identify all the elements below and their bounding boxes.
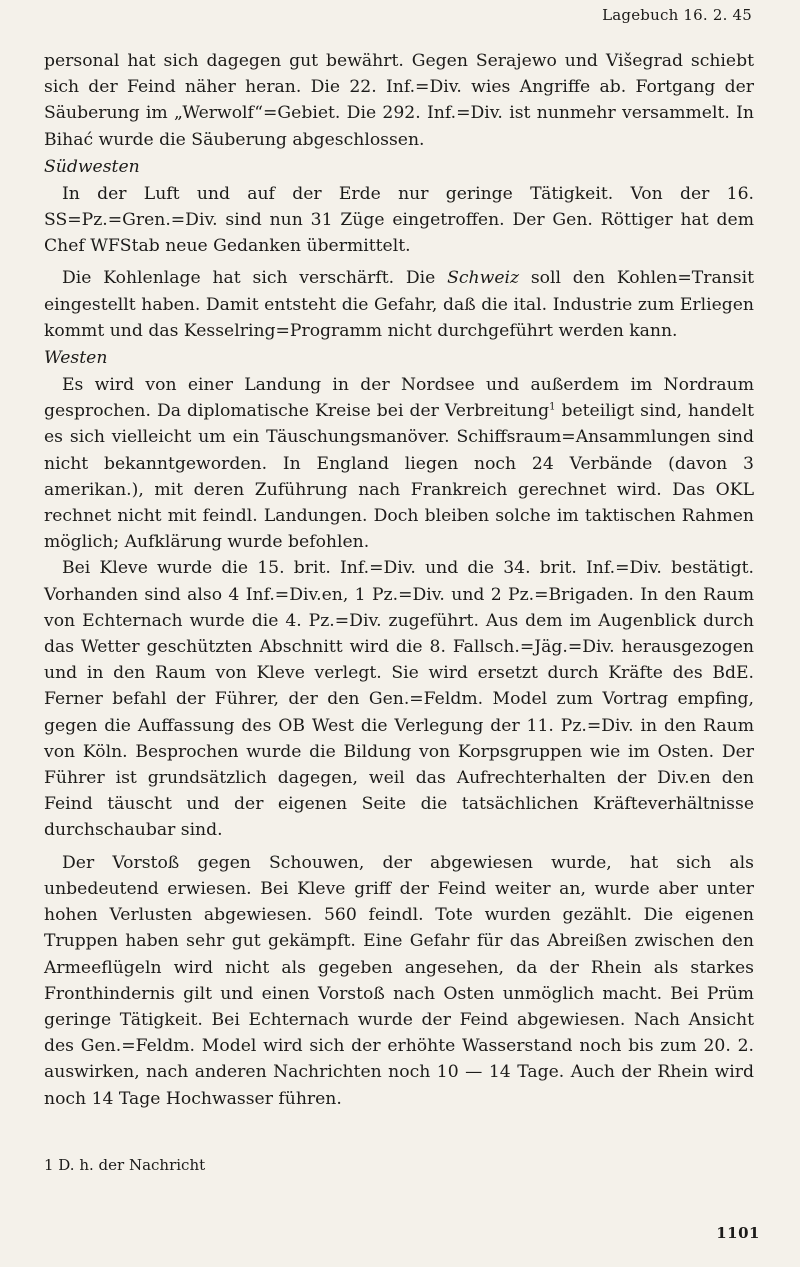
section-heading-westen: Westen	[44, 348, 108, 369]
paragraph-westen-3: Der Vorstoß gegen Schouwen, der abgewiesen wurde, hat sich als unbedeutend erwiesen. Bei Kleve griff der Feind weiter an, wurde aber unter hohen Verlusten abgewiesen. 560 feindl. Tote wurden gezählt. Die eigenen Truppen haben sehr gut gekämpft. Eine Gefahr für das Abreißen zwischen den Armeeflügeln wird nicht als gegeben angesehen, da der Rhein als starkes Fronthindernis gilt und einen Vorstoß nach Osten unmöglich macht. Bei Prüm geringe Tätigkeit. Bei Echternach wurde der Feind abgewiesen. Nach Ansicht des Gen.=Feldm. Model wird sich der erhöhte Wasserstand noch bis zum 20. 2. auswirken, nach anderen Nachrichten noch 10 — 14 Tage. Auch der Rhein wird noch 14 Tage Hochwasser führen.	[44, 852, 754, 1109]
text-run: beteiligt sind, handelt es sich vielleicht um ein Täuschungsmanöver. Schiffsraum=Ansammlungen sind nicht bekanntgeworden. In England liegen noch 24 Verbände (davon 3 amerikan.), mit deren Zuführung nach Frankreich gerechnet wird. Das OKL rechnet nicht mit feindl. Landungen. Doch bleiben solche im taktischen Rahmen möglich; Aufklärung wurde befohlen.	[44, 401, 755, 553]
section-heading-suedwesten: Südwesten	[44, 156, 140, 177]
paragraph-westen-1	[44, 372, 754, 555]
text-run: soll den Kohlen=Transit eingestellt haben. Damit entsteht die Gefahr, daß die ital. Industrie zum Erliegen kommt und das Kesselring=Programm nicht durchgeführt werden kann.	[44, 268, 754, 341]
paragraph-suedwesten-2	[44, 265, 754, 344]
page-number: 1101	[716, 1224, 760, 1242]
text-run: Es wird von einer Landung in der Nordsee und außerdem im Nordraum gesprochen. Da diplomatische Kreise bei der Verbreitung	[44, 375, 754, 422]
body-text	[44, 48, 754, 1112]
running-head: Lagebuch 16. 2. 45	[602, 6, 752, 24]
italic-word: Schweiz	[447, 268, 520, 289]
footnote-marker: 1	[549, 401, 556, 413]
paragraph-intro: personal hat sich dagegen gut bewährt. Gegen Serajewo und Višegrad schiebt sich der Feind näher heran. Die 22. Inf.=Div. wies Angriffe ab. Fortgang der Säuberung im „Werwolf“=Gebiet. Die 292. Inf.=Div. ist nunmehr versammelt. In Bihać wurde die Säuberung abgeschlossen.	[44, 51, 754, 150]
paragraph-suedwesten-1: In der Luft und auf der Erde nur geringe Tätigkeit. Von der 16. SS=Pz.=Gren.=Div. sind nun 31 Züge eingetroffen. Der Gen. Röttiger hat dem Chef WFStab neue Gedanken übermittelt.	[44, 183, 754, 257]
footnote: 1 D. h. der Nachricht	[44, 1156, 206, 1174]
paragraph-westen-2: Bei Kleve wurde die 15. brit. Inf.=Div. und die 34. brit. Inf.=Div. bestätigt. Vorhanden sind also 4 Inf.=Div.en, 1 Pz.=Div. und 2 Pz.=Brigaden. In den Raum von Echternach wurde die 4. Pz.=Div. zugeführt. Aus dem im Augenblick durch das Wetter geschützten Abschnitt wird die 8. Fallsch.=Jäg.=Div. herausgezogen und in den Raum von Kleve verlegt. Sie wird ersetzt durch Kräfte des BdE. Ferner befahl der Führer, der den Gen.=Feldm. Model zum Vortrag empfing, gegen die Auffassung des OB West die Verlegung der 11. Pz.=Div. in den Raum von Köln. Besprochen wurde die Bildung von Korpsgruppen wie im Osten. Der Führer ist grundsätzlich dagegen, weil das Aufrechterhalten der Div.en den Feind täuscht und der eigenen Seite die tatsächlichen Kräfteverhältnisse durchschaubar sind.	[44, 558, 754, 841]
text-run: Die Kohlenlage hat sich verschärft. Die	[62, 268, 448, 289]
